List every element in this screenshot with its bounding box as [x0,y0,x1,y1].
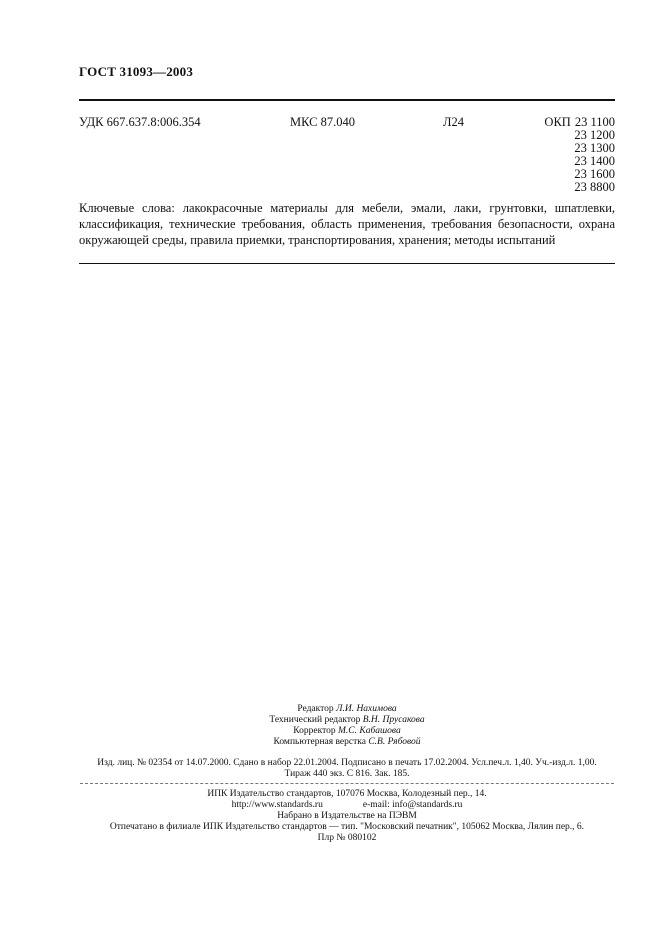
imprint-block [80,704,614,844]
license-line: Изд. лиц. № 02354 от 14.07.2000. Сдано в набор 22.01.2004. Подписано в печать 17.02.2004. Усл.печ.л. 1,40. Уч.-изд.л. 1,00. [97,758,597,768]
printed-line: Отпечатано в филиале ИПК Издательство стандартов — тип. "Московский печатник", 105062 Москва, Лялин пер., 6. [109,822,585,832]
document-header: ГОСТ 31093—2003 [79,64,194,79]
imprint-divider [80,783,614,784]
keywords-label: Ключевые слова: [79,201,175,215]
credit-name: М.С. Кабашова [338,726,401,736]
okp-code: 23 1100 [574,115,615,129]
okp-code: 23 1400 [574,154,615,168]
group-code: Л24 [443,115,464,129]
okp-label: ОКП [544,115,571,129]
okp-code: 23 1600 [574,167,615,181]
header-rule [79,99,615,101]
email-text: e-mail: info@standards.ru [362,800,463,810]
credit-role: Компьютерная верстка [273,737,366,747]
credit-layout [80,737,614,748]
section-rule [79,263,615,264]
credit-editor [80,704,614,715]
credit-name: Л.И. Нахимова [336,704,397,714]
mks-code: МКС 87.040 [290,115,355,129]
okp-code: 23 1200 [574,128,615,142]
credit-corrector [80,726,614,737]
typeset-line: Набрано в Издательстве на ПЭВМ [277,811,417,821]
okp-code: 23 8800 [574,180,615,194]
print-run-line: Тираж 440 экз. С 816. Зак. 185. [284,769,410,779]
credit-role: Корректор [293,726,336,736]
contacts-line [80,800,614,811]
keywords-paragraph [79,200,615,248]
publisher-line: ИПК Издательство стандартов, 107076 Москва, Колодезный пер., 14. [207,789,487,799]
credit-name: В.Н. Прусакова [362,715,425,725]
plr-line: Плр № 080102 [317,833,377,843]
credit-name: С.В. Рябовой [368,737,421,747]
udk-code: УДК 667.637.8:006.354 [79,115,201,129]
credit-role: Редактор [297,704,334,714]
credit-tech-editor [80,715,614,726]
credit-role: Технический редактор [269,715,361,725]
okp-codes [544,116,615,194]
website-text: http://www.standards.ru [231,800,323,810]
okp-code: 23 1300 [574,141,615,155]
keywords-text: лакокрасочные материалы для мебели, эмали, лаки, грунтовки, шпатлевки, классификация, технические требования, область применения, требования безопасности, охрана окружающей среды, правила приемки, транспортирования, хранения; методы испытаний [79,201,616,247]
